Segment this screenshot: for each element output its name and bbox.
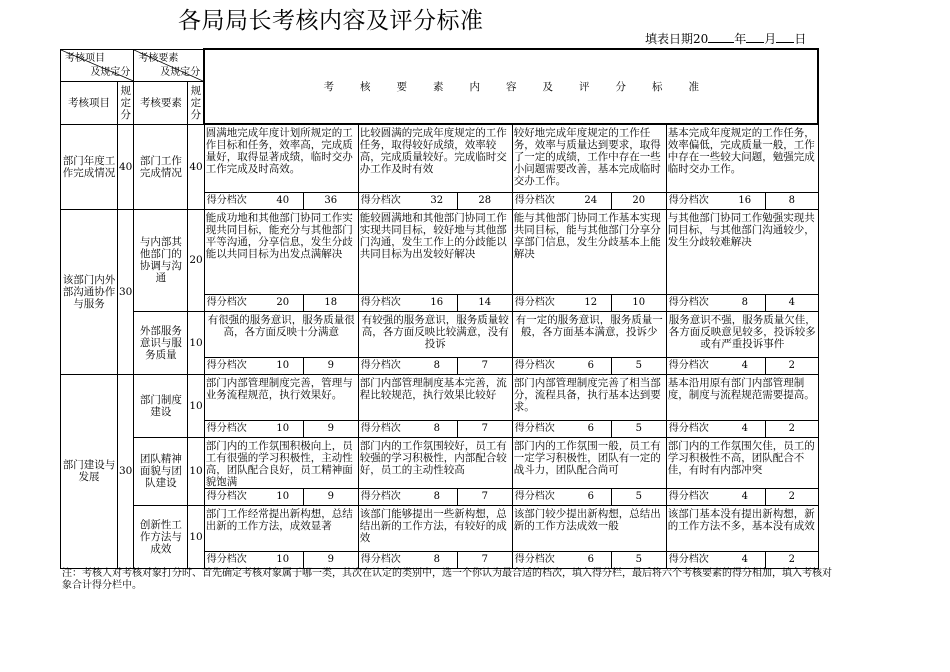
score-label: 得分档次 bbox=[206, 422, 247, 434]
header-item-std-bottom: 及规定分 bbox=[90, 66, 131, 78]
score-label: 得分档次 bbox=[206, 359, 247, 371]
score-high[interactable]: 4 bbox=[741, 490, 748, 502]
level-description: 部门内部管理制度基本完善，流程比较规范，执行效果比较好 bbox=[358, 374, 512, 420]
element-name: 部门工作完成情况 bbox=[134, 124, 188, 209]
item-name: 该部门内外部沟通协作与服务 bbox=[61, 209, 118, 374]
score-low[interactable]: 2 bbox=[765, 489, 818, 505]
fill-date bbox=[645, 30, 806, 47]
score-cell bbox=[358, 488, 512, 505]
score-low[interactable]: 7 bbox=[457, 489, 512, 505]
score-cell bbox=[512, 357, 666, 374]
score-cell bbox=[358, 551, 512, 568]
element-row bbox=[61, 437, 819, 488]
level-description: 该部门能够提出一些新构想，总结出新的工作方法，有较好的成效 bbox=[358, 505, 512, 551]
element-row bbox=[61, 505, 819, 551]
score-high[interactable]: 6 bbox=[587, 553, 594, 565]
element-score: 10 bbox=[188, 311, 204, 374]
score-cell bbox=[204, 294, 358, 311]
score-low[interactable]: 8 bbox=[765, 193, 818, 209]
score-low[interactable]: 2 bbox=[765, 421, 818, 437]
score-cell bbox=[512, 192, 666, 209]
score-low[interactable]: 2 bbox=[765, 552, 818, 568]
score-low[interactable]: 5 bbox=[611, 421, 666, 437]
score-label: 得分档次 bbox=[514, 553, 555, 565]
score-high[interactable]: 4 bbox=[741, 553, 748, 565]
score-high[interactable]: 4 bbox=[741, 422, 748, 434]
element-row bbox=[61, 311, 819, 357]
score-high[interactable]: 8 bbox=[433, 422, 440, 434]
score-cell bbox=[666, 420, 818, 437]
score-low[interactable]: 9 bbox=[303, 358, 358, 374]
fill-date-label: 填表日期20 bbox=[645, 32, 709, 46]
footnote: 注：考核人对考核对象打分时、首先确定考核对象属于哪一类，其次在认定的类别中，选一个你认为最合适的档次，填入得分栏，最后将六个考核要素的得分相加，填入考核对象合计得分栏中。 bbox=[62, 568, 832, 591]
big-title-char: 要 bbox=[396, 80, 407, 93]
element-row bbox=[61, 124, 819, 192]
big-title-char: 考 bbox=[323, 80, 334, 93]
score-cell bbox=[666, 294, 818, 311]
score-high[interactable]: 6 bbox=[587, 359, 594, 371]
level-description: 有很强的服务意识，服务质量很高，各方面反映十分满意 bbox=[204, 311, 358, 357]
year-label: 年 bbox=[734, 32, 747, 46]
score-label: 得分档次 bbox=[514, 359, 555, 371]
score-cell bbox=[204, 357, 358, 374]
element-score: 10 bbox=[188, 505, 204, 568]
evaluation-table bbox=[60, 48, 819, 569]
big-title-char: 评 bbox=[579, 80, 590, 93]
score-cell bbox=[512, 420, 666, 437]
score-low[interactable]: 5 bbox=[611, 552, 666, 568]
level-description: 圆满地完成年度计划所规定的工作目标和任务，效率高，完成质量好，取得显著成绩，临时交办工作完成及时高效。 bbox=[204, 124, 358, 192]
score-high[interactable]: 16 bbox=[430, 296, 444, 308]
score-label: 得分档次 bbox=[206, 490, 247, 502]
header-elem-std-top: 考核要素 bbox=[138, 52, 179, 64]
score-label: 得分档次 bbox=[668, 296, 709, 308]
score-low[interactable]: 18 bbox=[303, 295, 358, 311]
level-description: 部门内的工作氛围一般，员工有一定学习积极性，团队有一定的战斗力，团队配合尚可 bbox=[512, 437, 666, 488]
header-col-elem: 考核要素 bbox=[134, 81, 188, 124]
header-item-std bbox=[61, 49, 134, 81]
big-title-char: 素 bbox=[433, 80, 444, 93]
level-description: 能成功地和其他部门协同工作实现共同目标，能充分与其他部门平等沟通，分享信息，发生分歧能以共同目标为出发点满解决 bbox=[204, 209, 358, 294]
score-low[interactable]: 2 bbox=[765, 358, 818, 374]
score-label: 得分档次 bbox=[360, 553, 401, 565]
score-cell bbox=[358, 192, 512, 209]
item-name: 部门建设与发展 bbox=[61, 374, 118, 568]
month-blank[interactable] bbox=[746, 31, 764, 43]
score-high[interactable]: 10 bbox=[276, 422, 290, 434]
score-cell bbox=[666, 357, 818, 374]
item-score: 40 bbox=[118, 124, 134, 209]
score-label: 得分档次 bbox=[668, 422, 709, 434]
big-title-char: 核 bbox=[360, 80, 371, 93]
score-cell bbox=[204, 488, 358, 505]
score-cell bbox=[358, 357, 512, 374]
score-cell bbox=[358, 420, 512, 437]
score-label: 得分档次 bbox=[360, 422, 401, 434]
element-name: 与内部其他部门的协调与沟通 bbox=[134, 209, 188, 311]
day-label: 日 bbox=[794, 32, 807, 46]
big-title-char: 及 bbox=[542, 80, 553, 93]
score-cell bbox=[512, 488, 666, 505]
level-description: 较好地完成年度规定的工作任务，效率与质量达到要求，取得了一定的成绩，工作中存在一些小问题需要改善，基本完成临时交办工作。 bbox=[512, 124, 666, 192]
year-blank[interactable] bbox=[708, 31, 734, 43]
score-label: 得分档次 bbox=[514, 490, 555, 502]
score-label: 得分档次 bbox=[668, 194, 709, 206]
level-description: 基本完成年度规定的工作任务，效率偏低，完成质量一般，工作中存在一些较大问题，勉强完成临时交办工作。 bbox=[666, 124, 818, 192]
score-cell bbox=[666, 488, 818, 505]
score-label: 得分档次 bbox=[206, 553, 247, 565]
big-title-char: 准 bbox=[688, 80, 699, 93]
score-cell bbox=[204, 551, 358, 568]
element-score: 10 bbox=[188, 374, 204, 437]
header-col-escore: 规 定 分 bbox=[188, 81, 204, 124]
header-big-title bbox=[204, 49, 818, 124]
score-cell bbox=[512, 294, 666, 311]
score-high[interactable]: 6 bbox=[587, 422, 594, 434]
score-cell bbox=[666, 551, 818, 568]
element-name: 部门制度建设 bbox=[134, 374, 188, 437]
level-description: 该部门基本没有提出新构想，新的工作方法不多，基本没有成效 bbox=[666, 505, 818, 551]
score-high[interactable]: 10 bbox=[276, 490, 290, 502]
score-cell bbox=[204, 420, 358, 437]
element-name: 创新性工作方法与成效 bbox=[134, 505, 188, 568]
score-low[interactable]: 9 bbox=[303, 552, 358, 568]
score-high[interactable]: 32 bbox=[430, 194, 444, 206]
score-low[interactable]: 7 bbox=[457, 552, 512, 568]
score-label: 得分档次 bbox=[206, 194, 247, 206]
level-description: 服务意识不强，服务质量欠佳，各方面反映意见较多，投诉较多或有严重投诉事件 bbox=[666, 311, 818, 357]
score-low[interactable]: 9 bbox=[303, 489, 358, 505]
big-title-char: 标 bbox=[652, 80, 663, 93]
element-score: 10 bbox=[188, 437, 204, 505]
score-high[interactable]: 16 bbox=[738, 194, 752, 206]
element-row bbox=[61, 374, 819, 420]
score-label: 得分档次 bbox=[360, 359, 401, 371]
score-high[interactable]: 8 bbox=[433, 359, 440, 371]
score-low[interactable]: 14 bbox=[457, 295, 512, 311]
day-blank[interactable] bbox=[776, 31, 794, 43]
level-description: 能与其他部门协同工作基本实现共同目标，能与其他部门分享分享部门信息，发生分歧基本上能解决 bbox=[512, 209, 666, 294]
score-label: 得分档次 bbox=[514, 422, 555, 434]
level-description: 比较圆满的完成年度规定的工作任务，取得较好成绩，效率较高，完成质量较好。完成临时交办工作及时有效 bbox=[358, 124, 512, 192]
score-cell bbox=[204, 192, 358, 209]
item-score: 30 bbox=[118, 209, 134, 374]
header-elem-std-bottom: 及规定分 bbox=[160, 66, 201, 78]
element-row bbox=[61, 209, 819, 294]
score-high[interactable]: 20 bbox=[276, 296, 290, 308]
score-low[interactable]: 10 bbox=[611, 295, 666, 311]
item-name: 部门年度工作完成情况 bbox=[61, 124, 118, 209]
score-low[interactable]: 36 bbox=[303, 193, 358, 209]
big-title-char: 容 bbox=[506, 80, 517, 93]
item-score: 30 bbox=[118, 374, 134, 568]
score-high[interactable]: 24 bbox=[584, 194, 598, 206]
header-col-score: 规 定 分 bbox=[118, 81, 134, 124]
score-low[interactable]: 9 bbox=[303, 421, 358, 437]
score-high[interactable]: 10 bbox=[276, 553, 290, 565]
level-description: 部门内部管理制度完善了相当部分，流程具备，执行基本达到要求。 bbox=[512, 374, 666, 420]
score-label: 得分档次 bbox=[360, 194, 401, 206]
score-low[interactable]: 20 bbox=[611, 193, 666, 209]
score-low[interactable]: 7 bbox=[457, 421, 512, 437]
level-description: 有一定的服务意识，服务质量一般，各方面基本满意，投诉少 bbox=[512, 311, 666, 357]
score-label: 得分档次 bbox=[514, 194, 555, 206]
score-low[interactable]: 7 bbox=[457, 358, 512, 374]
level-description: 有较强的服务意识，服务质量较高，各方面反映比较满意，没有投诉 bbox=[358, 311, 512, 357]
score-cell bbox=[512, 551, 666, 568]
score-high[interactable]: 12 bbox=[584, 296, 598, 308]
score-cell bbox=[358, 294, 512, 311]
score-label: 得分档次 bbox=[668, 553, 709, 565]
score-high[interactable]: 40 bbox=[276, 194, 290, 206]
score-label: 得分档次 bbox=[668, 490, 709, 502]
page-title: 各局局长考核内容及评分标准 bbox=[178, 8, 484, 34]
level-description: 部门内的工作氛围欠佳，员工的学习积极性不高，团队配合不佳，有时有内部冲突 bbox=[666, 437, 818, 488]
level-description: 部门内部管理制度完善，管理与业务流程规范，执行效果好。 bbox=[204, 374, 358, 420]
level-description: 基本沿用原有部门内部管理制度，制度与流程规范需要提高。 bbox=[666, 374, 818, 420]
score-high[interactable]: 8 bbox=[433, 553, 440, 565]
score-high[interactable]: 4 bbox=[741, 359, 748, 371]
level-description: 部门内的工作氛围积极向上，员工有很强的学习积极性，主动性高，团队配合良好，员工精神面貌饱满 bbox=[204, 437, 358, 488]
level-description: 部门内的工作氛围较好，员工有较强的学习积极性，内部配合较好，员工的主动性较高 bbox=[358, 437, 512, 488]
level-description: 该部门较少提出新构想，总结出新的工作方法成效一般 bbox=[512, 505, 666, 551]
score-low[interactable]: 4 bbox=[765, 295, 818, 311]
score-high[interactable]: 8 bbox=[433, 490, 440, 502]
score-label: 得分档次 bbox=[514, 296, 555, 308]
header-elem-std bbox=[134, 49, 204, 81]
score-high[interactable]: 8 bbox=[741, 296, 748, 308]
header-col-item: 考核项目 bbox=[61, 81, 118, 124]
month-label: 月 bbox=[764, 32, 777, 46]
level-description: 能较圆满地和其他部门协同工作实现共同目标，较好地与其他部门沟通，发生工作上的分歧能以共同目标为出发较好解决 bbox=[358, 209, 512, 294]
score-low[interactable]: 5 bbox=[611, 489, 666, 505]
header-item-std-top: 考核项目 bbox=[65, 52, 105, 64]
big-title-char: 分 bbox=[615, 80, 626, 93]
score-label: 得分档次 bbox=[360, 490, 401, 502]
big-title-char: 内 bbox=[469, 80, 480, 93]
score-high[interactable]: 6 bbox=[587, 490, 594, 502]
level-description: 部门工作经常提出新构想，总结出新的工作方法，成效显著 bbox=[204, 505, 358, 551]
score-label: 得分档次 bbox=[668, 359, 709, 371]
element-score: 20 bbox=[188, 209, 204, 311]
score-low[interactable]: 5 bbox=[611, 358, 666, 374]
element-score: 40 bbox=[188, 124, 204, 209]
score-label: 得分档次 bbox=[206, 296, 247, 308]
element-name: 外部服务意识与服务质量 bbox=[134, 311, 188, 374]
level-description: 与其他部门协同工作勉强实现共同目标，与其他部门沟通较少，发生分歧较难解决 bbox=[666, 209, 818, 294]
score-cell bbox=[666, 192, 818, 209]
score-label: 得分档次 bbox=[360, 296, 401, 308]
element-name: 团队精神面貌与团队建设 bbox=[134, 437, 188, 505]
score-low[interactable]: 28 bbox=[457, 193, 512, 209]
score-high[interactable]: 10 bbox=[276, 359, 290, 371]
